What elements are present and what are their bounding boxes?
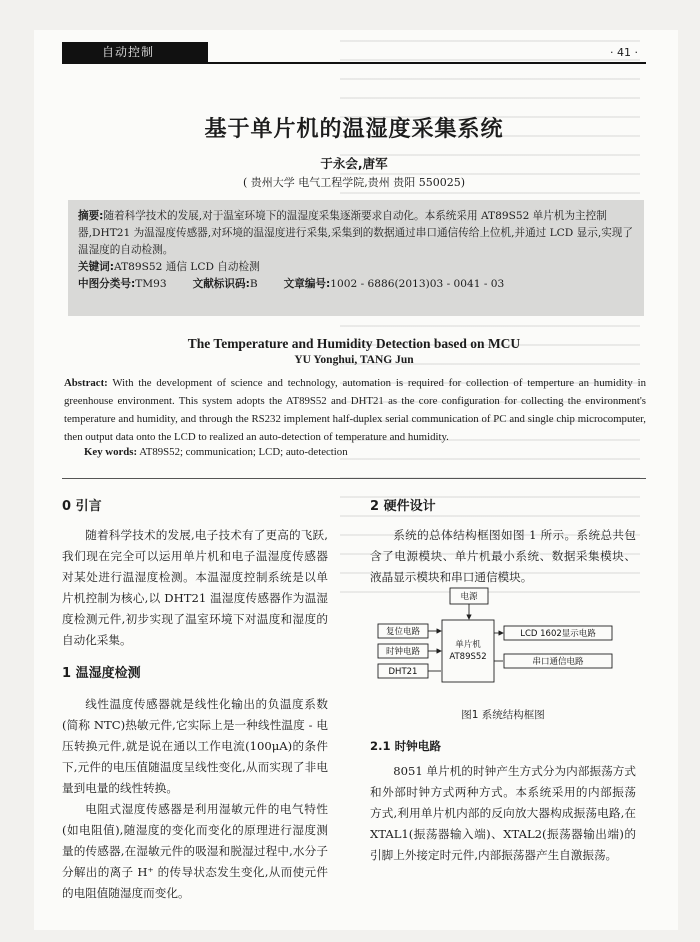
keywords-text: AT89S52 通信 LCD 自动检测 xyxy=(114,261,260,273)
reset-label: 复位电路 xyxy=(385,627,421,637)
paper-authors: 于永会,唐军 xyxy=(320,156,388,171)
system-block-diagram xyxy=(370,586,636,702)
power-label: 电源 xyxy=(460,592,478,602)
left-column xyxy=(62,496,328,904)
english-abstract xyxy=(64,374,646,446)
keywords-label: 关键词: xyxy=(78,261,115,273)
clock-label: 时钟电路 xyxy=(385,647,421,657)
english-abstract-text: With the development of science and technology, automation is required for collection of temperture an humidity in greenhouse environment. This system adopts the AT89S52 and DHT21 as the core configuration for collecting the environment's temperature and humidity, and through the RS232 implement half-duplex serial communication of PC and single chip microcomputer, then output data onto the LCD to realized an auto-detection of temperature and humidity. xyxy=(64,377,646,443)
paper-affiliation: ( 贵州大学 电气工程学院,贵州 贵阳 550025) xyxy=(242,176,466,189)
serial-label: 串口通信电路 xyxy=(532,657,584,667)
right-column-top xyxy=(370,496,636,588)
mcu-label-line2: AT89S52 xyxy=(449,652,487,662)
section-1-heading: 1 温湿度检测 xyxy=(62,666,141,681)
page-number: · 41 · xyxy=(610,46,638,59)
abstract-text: 随着科学技术的发展,对于温室环境下的温湿度采集逐渐要求自动化。本系统采用 AT89S52 单片机为主控制器,DHT21 为温湿度传感器,对环境的温湿度进行采集,采集到的数据通过串口通信传给上位机,并通过 LCD 显示,实现了温湿度的自动检测。 xyxy=(78,210,633,256)
section-1-paragraph-1: 线性温度传感器就是线性化输出的负温度系数(简称 NTC)热敏元件,它实际上是一种线性温度 - 电压转换元件,就是说在通以工作电流(100μA)的条件下,元件的电压值随温度呈线性变化,从而实现了非电量到电量的线性转换。 xyxy=(62,697,328,795)
document-code: 文献标识码:B xyxy=(192,278,258,290)
section-2-heading: 2 硬件设计 xyxy=(370,499,436,514)
mcu-block xyxy=(442,620,494,682)
english-keywords xyxy=(84,446,644,458)
section-2-paragraph: 系统的总体结构框图如图 1 所示。系统总共包含了电源模块、单片机最小系统、数据采集模块、液晶显示模块和串口通信模块。 xyxy=(370,528,636,584)
mcu-label-line1: 单片机 xyxy=(455,640,481,650)
classification-row xyxy=(78,276,634,293)
article-number: 文章编号:1002 - 6886(2013)03 - 0041 - 03 xyxy=(283,278,505,290)
section-2-1-paragraph: 8051 单片机的时钟产生方式分为内部振荡方式和外部时钟方式两种方式。本系统采用的内部振荡方式,利用单片机内部的反向放大器构成振荡电路,在 XTAL1(振荡器输入端)、XTAL2(振荡器输出端)的引脚上外接定时元件,内部振荡器产生自激振荡。 xyxy=(370,764,636,862)
section-0-heading: 0 引言 xyxy=(62,499,102,514)
section-divider xyxy=(62,478,646,479)
dht21-label: DHT21 xyxy=(388,667,418,677)
english-authors: YU Yonghui, TANG Jun xyxy=(294,354,414,366)
section-0-paragraph: 随着科学技术的发展,电子技术有了更高的飞跃,我们现在完全可以运用单片机和电子温湿度传感器对某处进行温湿度检测。本温湿度控制系统是以单片机控制为核心,以 DHT21 温湿度传感器作为温湿度检测元件,初步实现了温室环境下对温度和湿度的自动化采集。 xyxy=(62,528,328,647)
header-rule xyxy=(62,62,646,64)
english-title: The Temperature and Humidity Detection based on MCU xyxy=(187,336,521,351)
right-column-bottom xyxy=(370,736,636,866)
section-header: 自动控制 xyxy=(62,42,208,62)
abstract-label: 摘要: xyxy=(78,210,104,222)
chinese-abstract xyxy=(78,208,634,259)
chinese-keywords xyxy=(78,259,634,276)
clc-code: 中图分类号:TM93 xyxy=(78,278,167,290)
lcd-label: LCD 1602显示电路 xyxy=(520,629,596,639)
chinese-abstract-box xyxy=(68,200,644,316)
english-keywords-text: AT89S52; communication; LCD; auto-detection xyxy=(139,446,348,458)
section-2-1-heading: 2.1 时钟电路 xyxy=(370,739,441,753)
figure-1-caption: 图1 系统结构框图 xyxy=(461,709,545,721)
section-1-paragraph-2: 电阻式湿度传感器是利用湿敏元件的电气特性(如电阻值),随湿度的变化而变化的原理进行湿度测量的传感器,在湿敏元件的吸湿和脱湿过程中,水分子分解出的离子 H⁺ 的传导状态发生变化,从而使元件的电阻值随湿度而变化。 xyxy=(62,802,328,900)
english-abstract-label: Abstract: xyxy=(64,377,108,389)
paper-title: 基于单片机的温湿度采集系统 xyxy=(204,117,504,142)
english-keywords-label: Key words: xyxy=(84,446,138,458)
